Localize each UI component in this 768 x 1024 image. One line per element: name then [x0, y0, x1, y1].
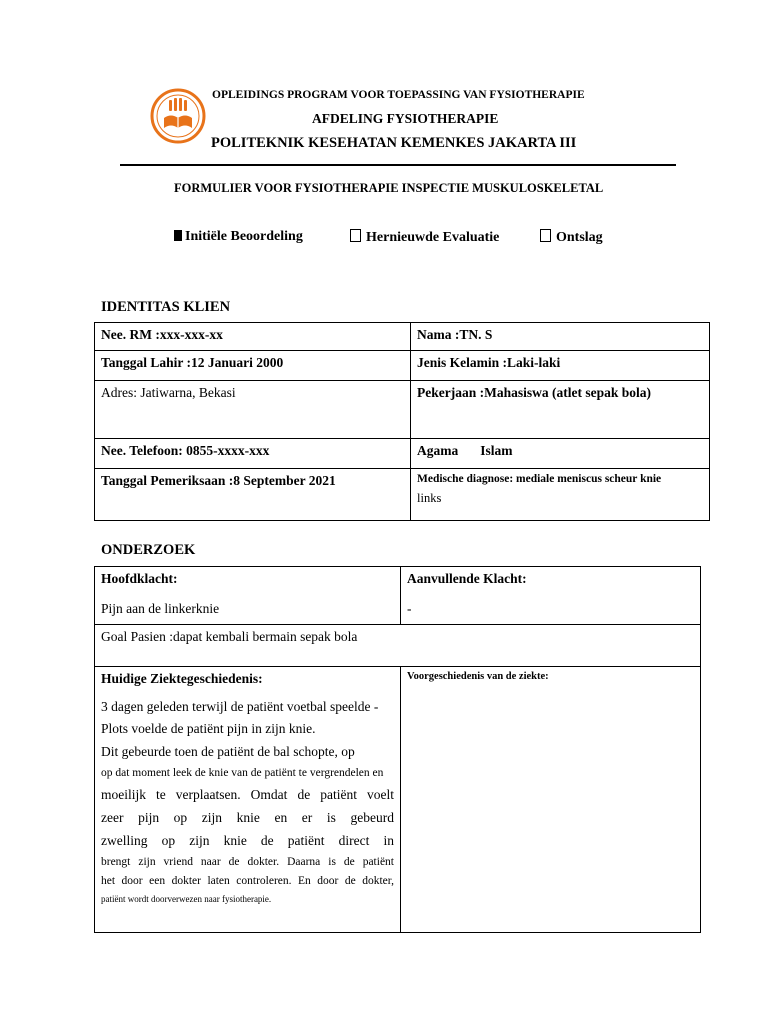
history-line: moeilijk te verplaatsen. Omdat de patiënt voelt [101, 786, 394, 802]
additional-complaint-label: Aanvullende Klacht: [407, 571, 527, 586]
history-line: Plots voelde de patiënt pijn in zijn knie. [101, 721, 316, 737]
additional-complaint-cell [401, 567, 701, 625]
examination-date: Tanggal Pemeriksaan :8 September 2021 [95, 469, 411, 521]
medical-record-number: Nee. RM :xxx-xxx-xx [95, 323, 411, 351]
option-label: Hernieuwde Evaluatie [366, 230, 500, 245]
patient-goal: Goal Pasien :dapat kembali bermain sepak bola [95, 625, 701, 667]
history-line: brengt zijn vriend naar de dokter. Daarna is de patiënt [101, 855, 394, 868]
patient-name: Nama :TN. S [411, 323, 710, 351]
main-complaint-value: Pijn aan de linkerknie [101, 600, 220, 616]
history-line: zeer pijn op zijn knie en er is gebeurd [101, 809, 394, 825]
gender: Jenis Kelamin :Laki-laki [411, 351, 710, 381]
institution-line-1: OPLEIDINGS PROGRAM VOOR TOEPASSING VAN FYSIOTHERAPIE [212, 89, 585, 101]
option-discharge[interactable] [540, 229, 603, 246]
history-line: op dat moment leek de knie van de patiënt te vergrendelen en [101, 767, 384, 780]
diagnosis-line: Medische diagnose: mediale meniscus scheur knie [417, 473, 662, 485]
checkbox-empty-icon [540, 229, 551, 242]
option-initial-assessment[interactable] [174, 229, 303, 245]
religion-value: Islam [480, 443, 513, 458]
option-label: Initiële Beoordeling [185, 229, 303, 244]
header-divider [120, 164, 676, 166]
current-history-text [101, 696, 394, 908]
option-label: Ontslag [556, 230, 603, 245]
current-history-cell [95, 667, 401, 933]
occupation: Pekerjaan :Mahasiswa (atlet sepak bola) [411, 381, 710, 439]
history-line: patiënt wordt doorverwezen naar fysiotherapie. [101, 893, 272, 904]
institution-line-3: POLITEKNIK KESEHATAN KEMENKES JAKARTA III [211, 135, 577, 151]
identity-table [94, 322, 710, 521]
past-history-cell [401, 667, 701, 933]
religion-label: Agama [417, 443, 459, 458]
phone-number: Nee. Telefoon: 0855-xxxx-xxx [95, 439, 411, 469]
main-complaint-cell [95, 567, 401, 625]
religion [411, 439, 710, 469]
current-history-label: Huidige Ziektegeschiedenis: [101, 671, 263, 686]
address: Adres: Jatiwarna, Bekasi [95, 381, 411, 439]
checkbox-checked-icon [174, 230, 182, 241]
history-line: het door een dokter laten controleren. En door de dokter, [101, 875, 394, 888]
birth-date: Tanggal Lahir :12 Januari 2000 [95, 351, 411, 381]
examination-section-title: ONDERZOEK [101, 542, 196, 558]
examination-table [94, 566, 701, 933]
institution-line-2: AFDELING FYSIOTHERAPIE [312, 111, 499, 126]
medical-diagnosis [411, 469, 710, 521]
identity-section-title: IDENTITAS KLIEN [101, 299, 231, 315]
history-line: 3 dagen geleden terwijl de patiënt voetbal speelde - [101, 698, 379, 714]
additional-complaint-value: - [407, 600, 412, 616]
main-complaint-label: Hoofdklacht: [101, 571, 178, 586]
history-line: Dit gebeurde toen de patiënt de bal schopte, op [101, 744, 355, 760]
diagnosis-line: links [417, 490, 442, 505]
history-line: zwelling op zijn knie de patiënt direct in [101, 832, 394, 848]
form-title: FORMULIER VOOR FYSIOTHERAPIE INSPECTIE MUSKULOSKELETAL [174, 181, 604, 195]
past-history-label: Voorgeschiedenis van de ziekte: [407, 671, 549, 682]
institution-logo-icon [150, 88, 206, 144]
option-re-evaluation[interactable] [350, 229, 499, 246]
checkbox-empty-icon [350, 229, 361, 242]
